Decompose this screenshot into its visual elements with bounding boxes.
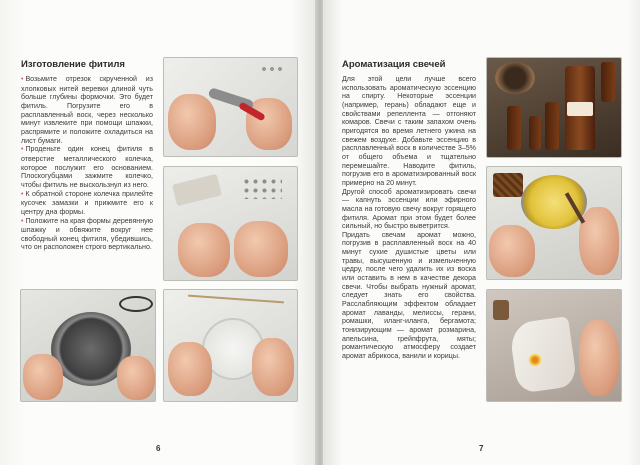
instruction-item: • Положите на края формы деревянную шпажку и обвяжите вокруг нее свободный конец фитиля, убедившись, что он расположен строго вертикально.	[21, 216, 153, 252]
metal-rings-image	[260, 64, 284, 74]
left-heading: Изготовление фитиля	[21, 59, 125, 70]
instruction-item: • К обратной стороне колечка прилейте кусочек замазки и прижмите его к центру дна формы.	[21, 189, 153, 216]
bottle-image	[529, 116, 541, 150]
metal-rings-image	[242, 177, 282, 199]
hand-image	[252, 338, 294, 396]
hand-image	[178, 223, 230, 277]
page-number-left: 6	[156, 444, 161, 453]
candle-wrap-image	[508, 316, 577, 394]
photo-candle-mold	[20, 289, 156, 402]
right-page	[323, 0, 640, 465]
photo-putty-ring	[163, 166, 298, 281]
hand-image	[489, 225, 535, 277]
photo-candle-flowers	[486, 289, 622, 402]
right-heading: Ароматизация свечей	[342, 59, 446, 70]
paragraph: Придать свечам аромат можно, погрузив в расплавленный воск на 40 минут сухие душистые цветы или травы, высушенную и измельченную цедру, после чего удалить их из воска или оставить в нем в качестве декора свечи. Чтобы выбрать нужный аромат, следует знать его свойства. Расслабляющим эффектом обладает аромат лаванды, мелиссы, герани, ромашки, иланг-иланга, бергамота; тонизирующим — аромат розмарина, апельсина, грейпфрута, мяты; романтическую атмосферу создает аромат абрикоса, ванили и корицы.	[342, 230, 476, 360]
paragraph: Другой способ ароматизировать свечи — капнуть эссенции или эфирного масла на готовую свечу вокруг горящего фитиля. Аромат при этом будет более сильный, но быстро выветрится.	[342, 187, 476, 231]
right-text	[342, 75, 476, 361]
wax-bowl-image	[521, 175, 587, 229]
instruction-item: • Проденьте один конец фитиля в отверстие металлического колечка, которое послужит его основанием. Плоскогубцами зажмите колечко, чтобы фитиль не выскользнул из него.	[21, 145, 153, 189]
page-number-right: 7	[479, 444, 484, 453]
bottle-image	[601, 62, 615, 102]
bottle-label-image	[567, 102, 593, 116]
bottle-image	[493, 300, 509, 320]
hand-image	[579, 320, 619, 396]
flower-image	[529, 354, 541, 366]
paragraph: Для этой цели лучше всего использовать ароматическую эссенцию на спирту. Некоторые эссенции (например, герань) обладают еще и свойствами репеллента — отгоняют комаров. Свечи с таким запахом очень пригодятся во время летнего ужина на свежем воздухе. Добавьте эссенцию в расплавленный воск в количестве 3–5% от общего объема и тщательно перемешайте. Наводите фитиль, погрузив его в ароматизированный воск примерно на 20 минут.	[342, 75, 476, 187]
hand-image	[168, 342, 212, 396]
putty-image	[172, 174, 222, 206]
cinnamon-image	[493, 173, 523, 197]
left-instructions	[21, 75, 153, 252]
hand-image	[579, 207, 619, 275]
instruction-item: • Возьмите отрезок скрученной из хлопковых нитей веревки длиной чуть больше глубины формочки. Это будет фитиль. Погрузите его в расплавленный воск, через несколько минут извлеките при помощи шпажки, распрямите и положите охладиться на лист бумаги.	[21, 75, 153, 145]
hand-image	[117, 356, 155, 400]
skewer-image	[188, 295, 284, 304]
photo-pliers-wick	[163, 57, 298, 157]
spice-bowl-image	[495, 62, 535, 94]
photo-glass-mold	[163, 289, 298, 402]
left-page	[0, 0, 317, 465]
photo-essence-bottles	[486, 57, 622, 158]
bottle-image	[545, 102, 559, 150]
hand-image	[23, 354, 63, 400]
photo-wax-dropper	[486, 166, 622, 280]
scissors-image	[119, 296, 153, 312]
bottle-image	[507, 106, 521, 150]
hand-image	[168, 94, 216, 150]
hand-image	[234, 221, 288, 277]
